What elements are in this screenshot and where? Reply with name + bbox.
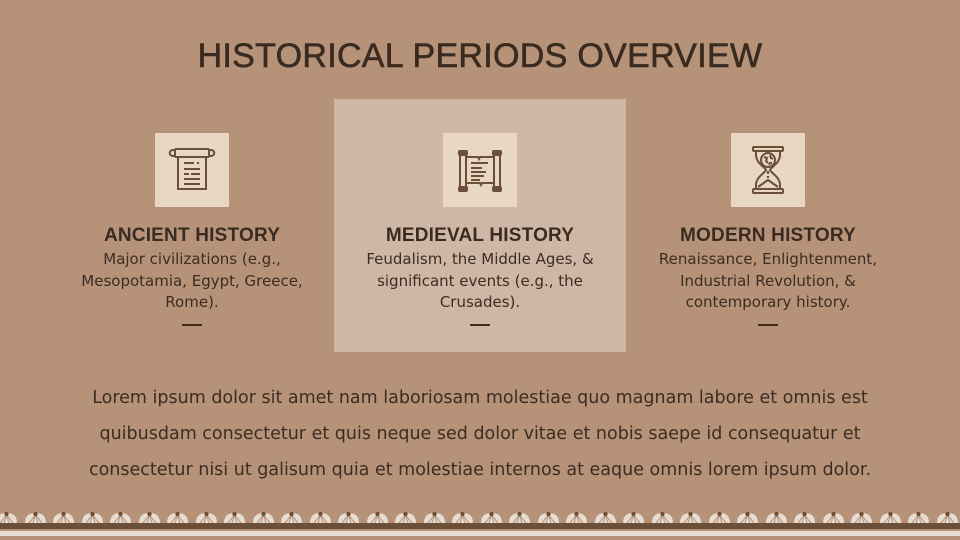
column-description: Feudalism, the Middle Ages, & significant events (e.g., the Crusades). bbox=[366, 250, 594, 311]
decorative-fan-border bbox=[0, 510, 960, 523]
footer-dark-band bbox=[0, 523, 960, 529]
icon-tile bbox=[155, 133, 229, 207]
column-title: MEDIEVAL HISTORY bbox=[385, 225, 575, 246]
open-scroll-icon bbox=[451, 141, 509, 199]
hourglass-globe-icon bbox=[739, 141, 797, 199]
divider bbox=[182, 324, 202, 326]
divider bbox=[758, 324, 778, 326]
column-modern-history bbox=[628, 133, 908, 326]
divider bbox=[470, 324, 490, 326]
icon-tile bbox=[443, 133, 517, 207]
footer-light-band bbox=[0, 531, 960, 536]
column-title: MODERN HISTORY bbox=[680, 225, 856, 246]
icon-tile bbox=[731, 133, 805, 207]
column-ancient-history bbox=[52, 133, 332, 326]
column-description: Major civilizations (e.g., Mesopotamia, Egypt, Greece, Rome). bbox=[81, 250, 303, 311]
fan-row bbox=[0, 512, 958, 523]
body-paragraph: Lorem ipsum dolor sit amet nam laboriosam molestiae quo magnam labore et omnis est quibusdam consectetur et quis neque sed dolor vitae et nobis saepe id consequatur et consectetur nisi ut galisum quia et molestiae internos at eaque omnis lorem ipsum dolor. bbox=[88, 388, 872, 480]
slide-title: HISTORICAL PERIODS OVERVIEW bbox=[197, 36, 763, 75]
column-title: ANCIENT HISTORY bbox=[103, 225, 281, 246]
scroll-document-icon bbox=[163, 141, 221, 199]
column-description: Renaissance, Enlightenment, Industrial Revolution, & contemporary history. bbox=[658, 250, 878, 311]
column-medieval-history bbox=[340, 133, 620, 326]
